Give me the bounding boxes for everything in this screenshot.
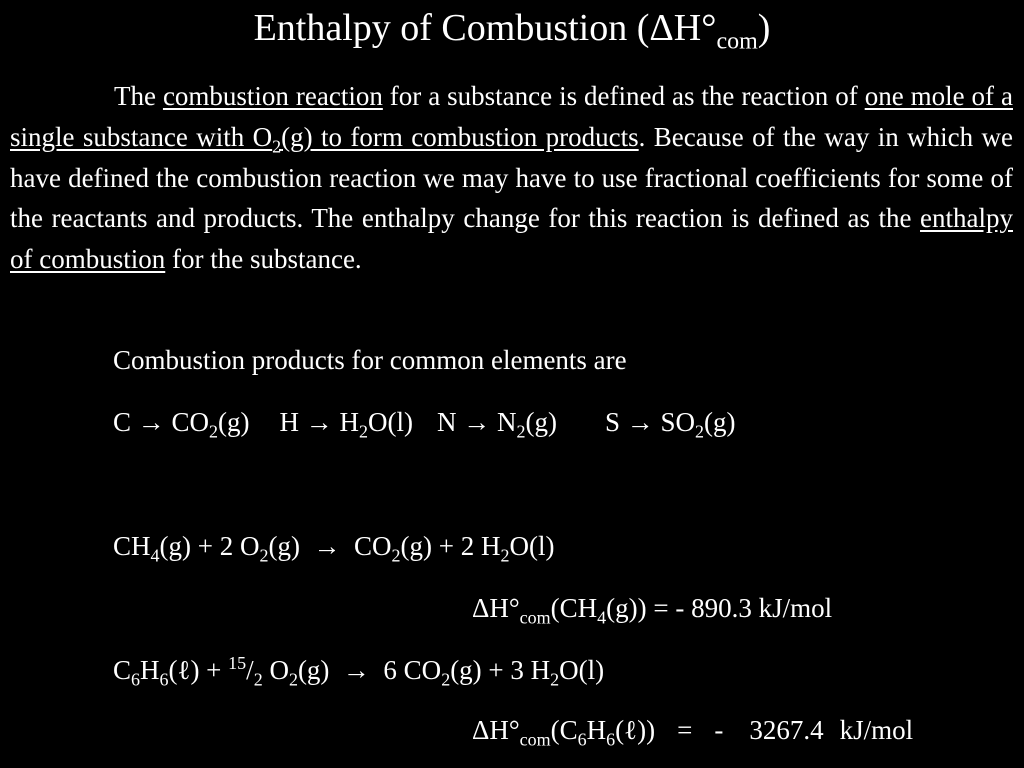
definition-paragraph bbox=[10, 76, 1013, 280]
methane-equation: $CH_4(g) + 2$ $O_2(g) \to CO_2(g) + 2$ $H_2O(l)$ bbox=[113, 531, 555, 566]
slide-title bbox=[0, 6, 1024, 55]
products-heading: Combustion products for common elements are bbox=[113, 345, 627, 375]
para-text-2: for a substance is defined as the reaction of bbox=[382, 81, 865, 111]
product-carbon: $C \to CO_2(g)$ bbox=[113, 407, 250, 442]
benzene-equation: $C_6H_6(\ell) + ^{15}/_2$ $O_2(g) \to 6$ $CO_2(g) + 3$ $H_2O(l)$ bbox=[113, 653, 605, 690]
product-nitrogen: $N \to N_2(g)$ bbox=[437, 407, 557, 442]
term-enthalpy-of-combustion: enthalpy of combustion bbox=[10, 203, 1013, 275]
term-one-mole-b: (g) to form combustion products bbox=[281, 121, 639, 152]
product-sulfur: $S \to SO_2(g)$ bbox=[604, 407, 736, 442]
term-one-mole-a: one mole of a single substance with O bbox=[10, 81, 1013, 152]
products-row bbox=[113, 406, 736, 442]
para-text-3: . Because of the way in which we have defined the combustion reaction we may have to use fractional coefficients for some of the reactants and products. The enthalpy change for this reaction is defined as the bbox=[10, 121, 1014, 234]
title-close: ) bbox=[757, 7, 771, 49]
title-text: Enthalpy of Combustion (ΔH° bbox=[253, 7, 717, 49]
para-text-1: The bbox=[114, 81, 163, 111]
term-one-mole-sub: 2 bbox=[272, 136, 282, 157]
methane-enthalpy: $\Delta H^\circ_{com}(CH_4(g))$ = - 890.3 kJ/mol bbox=[472, 593, 833, 628]
product-hydrogen: $H \to H_2O(l)$ bbox=[279, 407, 413, 442]
para-text-4: for the substance. bbox=[165, 244, 362, 275]
term-combustion-reaction: combustion reaction bbox=[162, 81, 383, 111]
title-subscript: com bbox=[716, 28, 758, 55]
benzene-enthalpy: $\Delta H^\circ_{com}(C_6H_6(\ell))$ = - 3267.4 kJ/mol bbox=[472, 715, 914, 750]
